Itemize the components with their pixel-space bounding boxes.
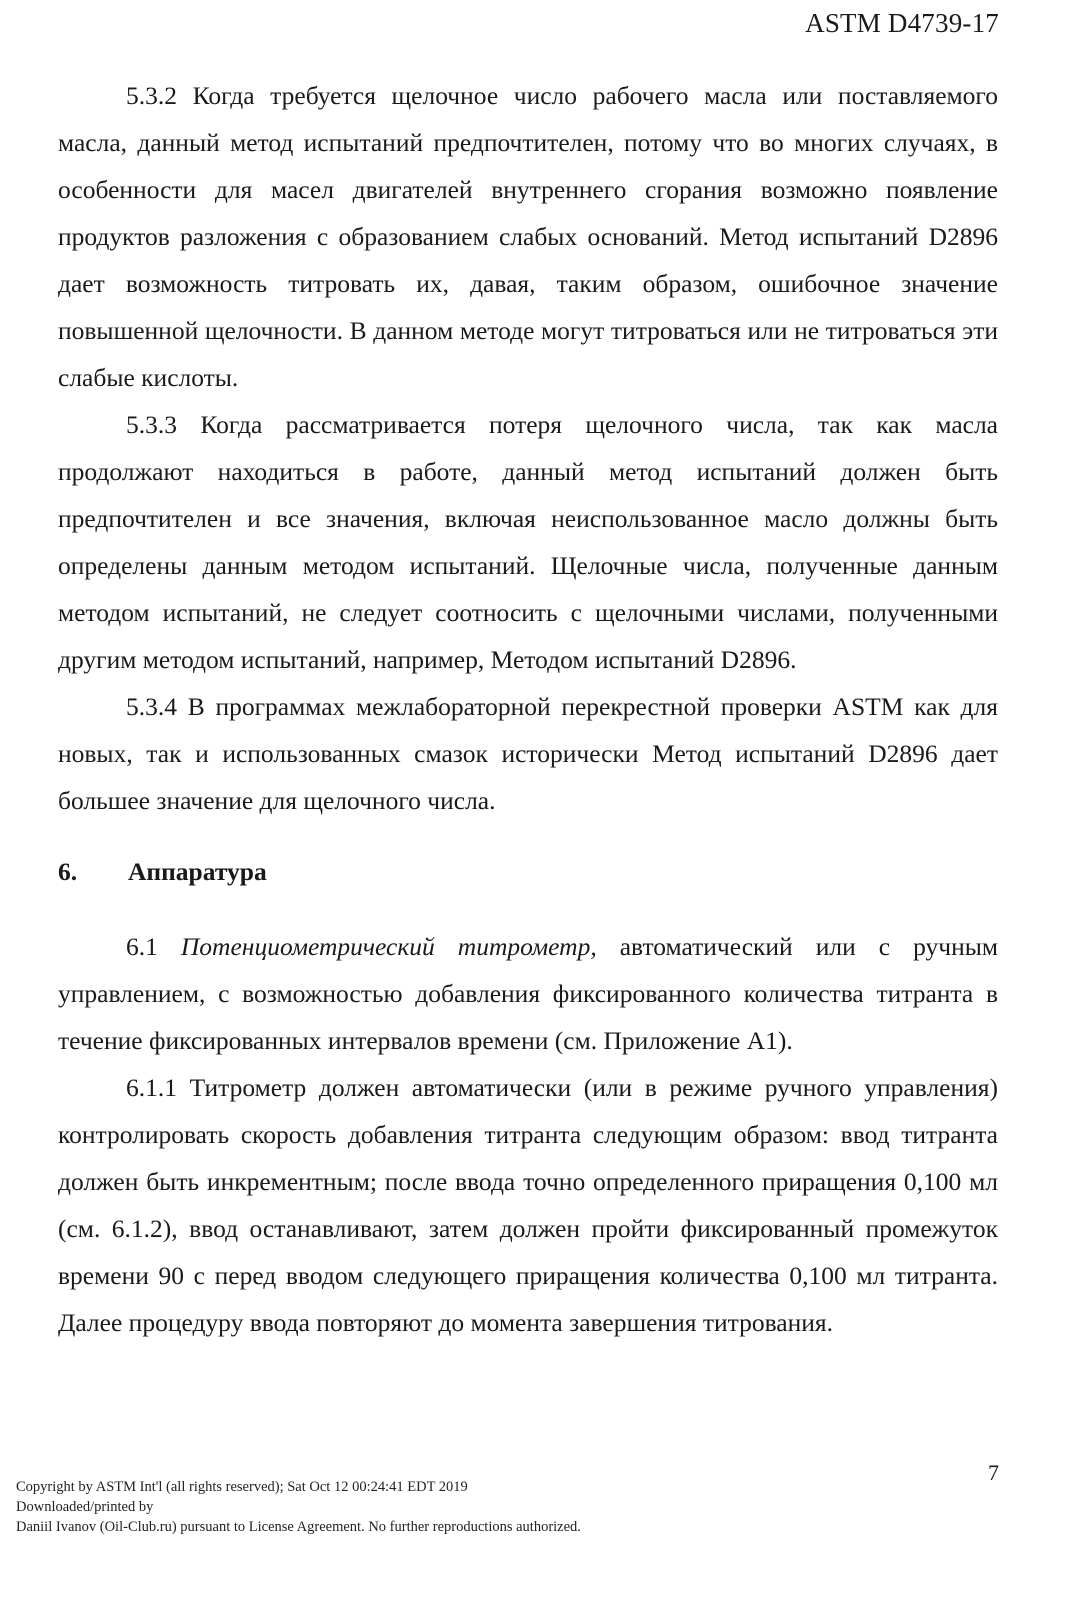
section-title: Аппаратура: [128, 857, 267, 886]
paragraph-6-1-text: автоматический или с ручным управлением, с возможностью добавления фиксированного количества титранта в течение фиксированных интервалов времени (см. Приложение A1).: [58, 932, 998, 1055]
paragraph-6-1: [58, 923, 998, 1064]
document-body: [58, 72, 998, 1346]
paragraph-5-3-2: 5.3.2 Когда требуется щелочное число рабочего масла или поставляемого масла, данный метод испытаний предпочтителен, потому что во многих случаях, в особенности для масел двигателей внутреннего сгорания возможно появление продуктов разложения с образованием слабых оснований. Метод испытаний D2896 дает возможность титровать их, давая, таким образом, ошибочное значение повышенной щелочности. В данном методе могут титроваться или не титроваться эти слабые кислоты.: [58, 81, 998, 392]
copyright-footer: [16, 1477, 581, 1537]
footer-line-2: Downloaded/printed by: [16, 1499, 154, 1515]
paragraph-6-1-1: 6.1.1 Титрометр должен автоматически (или в режиме ручного управления) контролировать скорость добавления титранта следующим образом: ввод титранта должен быть инкрементным; после ввода точно определенного приращения 0,100 мл (см. 6.1.2), ввод останавливают, затем должен пройти фиксированный промежуток времени 90 с перед вводом следующего приращения количества 0,100 мл титранта. Далее процедуру ввода повторяют до момента завершения титрования.: [58, 1073, 998, 1337]
section-number: 6.: [58, 857, 78, 886]
paragraph-5-3-3: 5.3.3 Когда рассматривается потеря щелочного числа, так как масла продолжают находиться в работе, данный метод испытаний должен быть предпочтителен и все значения, включая неиспользованное масло должны быть определены данным методом испытаний. Щелочные числа, полученные данным методом испытаний, не следует соотносить с щелочными числами, полученными другим методом испытаний, например, Методом испытаний D2896.: [58, 410, 998, 674]
section-6-heading: [58, 848, 998, 895]
document-id-header: ASTM D4739-17: [805, 8, 999, 38]
paragraph-6-1-term: Потенциометрический титрометр,: [180, 932, 597, 961]
page-number: 7: [988, 1460, 999, 1485]
footer-line-3: Daniil Ivanov (Oil-Club.ru) pursuant to License Agreement. No further reproductions authorized.: [16, 1519, 581, 1535]
paragraph-6-1-number: 6.1: [126, 932, 158, 961]
footer-line-1: Copyright by ASTM Int'l (all rights reserved); Sat Oct 12 00:24:41 EDT 2019: [16, 1479, 468, 1495]
paragraph-5-3-4: 5.3.4 В программах межлабораторной перекрестной проверки ASTM как для новых, так и использованных смазок исторически Метод испытаний D2896 дает большее значение для щелочного числа.: [58, 692, 998, 815]
